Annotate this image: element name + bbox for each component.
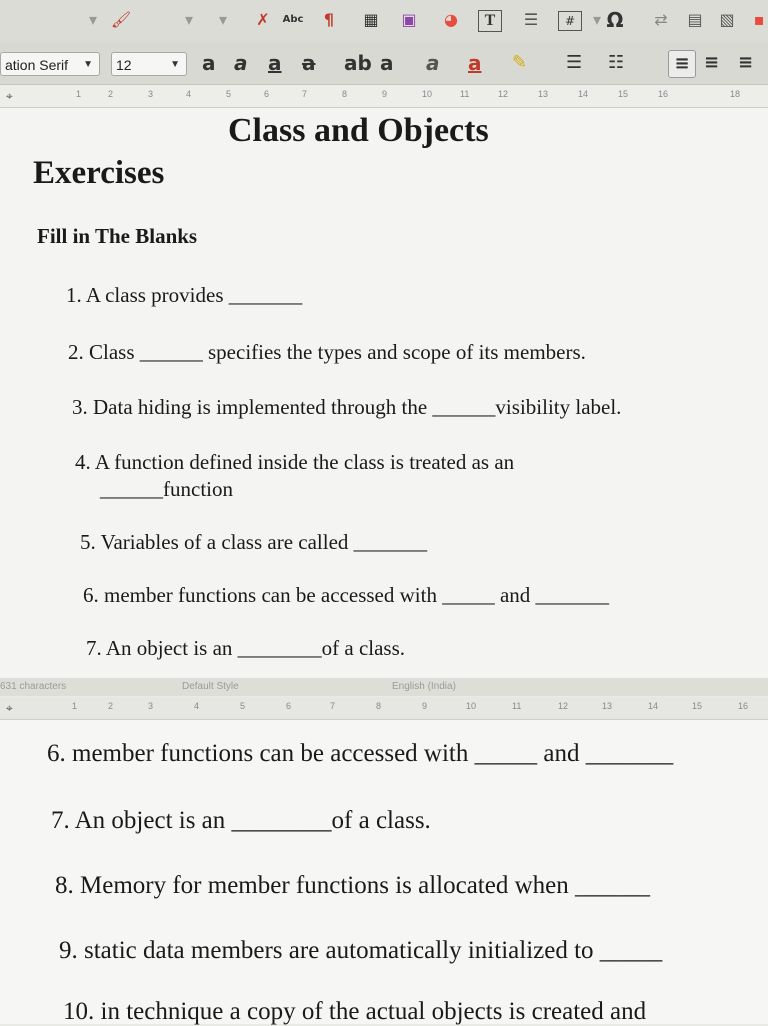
underline-icon[interactable] [268,50,282,76]
field-label: # [564,14,576,28]
ruler-mark: 16 [658,89,669,99]
italic-glyph: a [234,51,248,75]
fill-blanks-heading: Fill in The Blanks [37,224,198,248]
horizontal-ruler-zoomed[interactable] [0,697,768,720]
clear-format-glyph: a [426,51,440,75]
numbered-list-icon[interactable]: ☷ [608,52,625,73]
ruler-mark: 1 [76,89,82,99]
ruler-mark: 12 [558,701,569,711]
font-color-icon[interactable] [468,50,482,76]
ruler-mark: 9 [382,89,388,99]
tab-stop-icon: ⌖ [6,701,13,715]
ruler-mark: 2 [108,89,114,99]
footnote-icon[interactable]: ▤ [687,10,703,29]
ruler-mark: 14 [578,89,589,99]
align-right-icon[interactable]: ≡ [738,52,754,73]
dropdown-arrow-icon[interactable]: ▾ [184,10,194,29]
ruler-mark: 7 [330,701,336,711]
list-item: 6. member functions can be accessed with _____ and _______ [47,740,674,767]
superscript-glyph: ab [344,51,372,75]
ruler-mark: 13 [538,89,549,99]
tab-stop-icon: ⌖ [6,89,13,103]
font-size-select[interactable] [111,52,187,76]
ruler-mark: 15 [618,89,629,99]
ruler-mark: 11 [512,701,522,711]
textbox-label: T [484,12,496,29]
align-center-icon[interactable]: ≡ [704,52,720,73]
ruler-mark: 11 [460,89,470,99]
strikethrough-glyph: a [302,51,316,75]
horizontal-ruler[interactable] [0,85,768,108]
exercises-heading: Exercises [33,155,165,191]
ruler-mark: 14 [648,701,659,711]
list-item: 6. member functions can be accessed with _____ and _______ [83,583,610,607]
ruler-mark: 9 [422,701,428,711]
list-item: 7. An object is an ________of a class. [86,636,406,660]
ruler-mark: 18 [730,89,741,99]
list-item: 5. Variables of a class are called _______ [80,530,428,554]
clear-formatting-icon[interactable] [426,50,440,76]
strikethrough-icon[interactable] [302,50,316,76]
document-title: Class and Objects [228,112,489,149]
ruler-mark: 7 [302,89,308,99]
comment-icon[interactable]: ▧ [719,10,735,29]
list-item: 4. A function defined inside the class is treated as an [75,450,515,474]
ruler-mark: 8 [342,89,348,99]
highlight-icon[interactable]: ✎ [512,52,528,73]
italic-icon[interactable] [234,50,248,76]
underline-glyph: a [268,51,282,75]
list-item: 9. static data members are automatically initialized to _____ [59,937,663,964]
page-break-icon[interactable]: ☰ [523,10,539,29]
page-style[interactable]: Default Style [182,681,239,692]
ruler-mark: 13 [602,701,613,711]
chevron-down-icon: ▼ [170,59,180,70]
align-left-icon[interactable]: ≡ [668,50,696,78]
dropdown-arrow-icon[interactable]: ▾ [218,10,228,29]
insert-field-icon[interactable] [558,11,582,31]
ruler-mark: 3 [148,89,154,99]
insert-chart-icon[interactable]: ◕ [444,10,458,29]
subscript-glyph: a [380,51,394,75]
ruler-mark: 3 [148,701,154,711]
subscript-icon[interactable] [380,50,394,76]
list-item: 7. An object is an ________of a class. [51,807,431,834]
ruler-mark: 8 [376,701,382,711]
list-item: 3. Data hiding is implemented through the ______visibility label. [72,395,622,419]
dropdown-arrow-icon[interactable]: ▾ [88,10,98,29]
list-item: 10. in technique a copy of the actual objects is created and [63,998,647,1025]
ruler-mark: 10 [466,701,477,711]
insert-table-icon[interactable]: ▦ [363,10,379,29]
dropdown-arrow-icon[interactable]: ▾ [592,10,602,29]
ruler-mark: 6 [264,89,270,99]
ruler-mark: 4 [186,89,192,99]
language-indicator[interactable]: English (India) [392,681,456,692]
ruler-mark: 4 [194,701,200,711]
font-color-glyph: a [468,51,482,75]
ruler-mark: 5 [226,89,232,99]
font-name-value: ation Serif [5,57,69,73]
spellcheck-icon[interactable] [282,8,304,32]
hyperlink-icon[interactable]: ⇄ [654,10,668,29]
insert-textbox-icon[interactable] [478,10,502,32]
formatting-marks-icon[interactable]: ¶ [323,10,335,29]
ruler-mark: 16 [738,701,749,711]
special-character-label: Ω [606,8,624,32]
find-replace-icon[interactable]: ✗ [256,10,270,29]
status-bar [0,678,768,696]
spellcheck-label: Abc [282,14,304,25]
standard-toolbar [0,0,768,43]
font-name-select[interactable] [0,52,100,76]
ruler-mark: 2 [108,701,114,711]
track-changes-icon[interactable]: ▪ [753,10,765,29]
list-item: 8. Memory for member functions is allocated when ______ [55,872,650,899]
ruler-mark: 5 [240,701,246,711]
chevron-down-icon: ▼ [83,59,93,70]
font-size-value: 12 [116,57,132,73]
character-count: 631 characters [0,681,67,692]
ruler-mark: 12 [498,89,509,99]
list-item-continuation: ______function [100,477,233,501]
list-item: 2. Class ______ specifies the types and scope of its members. [68,340,586,364]
ruler-mark: 6 [286,701,292,711]
bold-icon[interactable] [202,50,216,76]
clone-formatting-icon[interactable]: 🖌 [110,10,132,29]
ruler-mark: 15 [692,701,703,711]
ruler-mark: 10 [422,89,433,99]
ruler-mark: 1 [72,701,78,711]
insert-image-icon[interactable]: ▣ [401,10,417,29]
special-character-icon[interactable] [604,8,626,32]
list-item: 1. A class provides _______ [66,283,303,307]
bullet-list-icon[interactable]: ☰ [566,52,583,73]
bold-glyph: a [202,51,216,75]
superscript-icon[interactable] [344,50,372,76]
